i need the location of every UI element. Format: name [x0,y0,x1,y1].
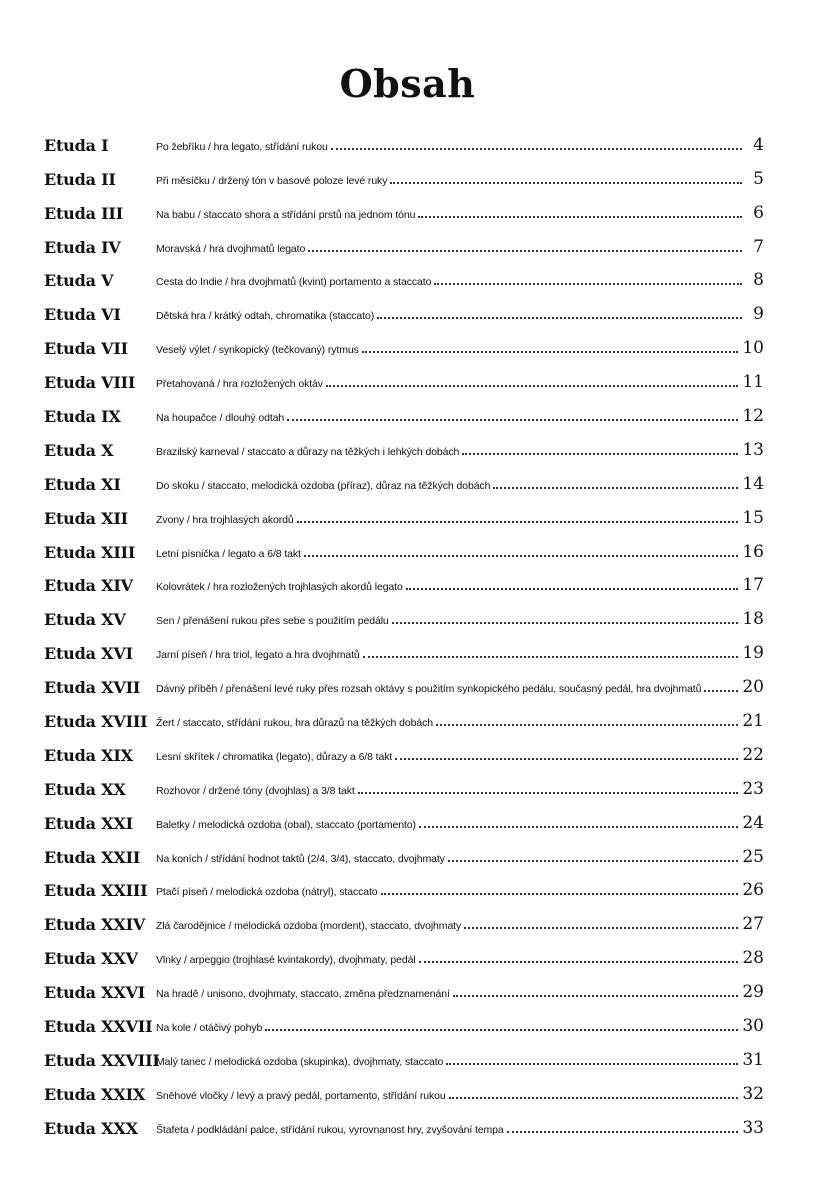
etude-label: Etuda II [44,169,116,189]
page-number: 33 [742,1117,764,1138]
etude-label: Etuda VII [44,339,128,359]
dot-leader [704,690,738,692]
etude-description: Lesní skřítek / chromatika (legato), důrazy a 6/8 takt [156,750,393,763]
page-number: 8 [753,270,764,291]
etude-description: Jarní píseň / hra triol, legato a hra dvojhmatů [156,649,360,662]
page-number: 32 [742,1083,764,1104]
etude-description: Ptačí píseň / melodická ozdoba (nátryl), staccato [156,886,378,899]
page-number: 10 [742,338,764,359]
dot-leader [453,995,739,997]
etude-label: Etuda XI [44,474,121,494]
etude-label: Etuda IV [44,237,121,257]
page-number: 17 [742,575,764,596]
etude-label: Etuda XIV [44,576,133,596]
toc-row[interactable] [44,466,764,500]
page-number: 15 [742,507,764,528]
etude-description: Brazilský karneval / staccato a důrazy na těžkých i lehkých dobách [156,445,460,458]
etude-description: Na houpačce / dlouhý odtah [156,412,285,425]
page-number: 24 [742,812,764,833]
page-number: 23 [742,778,764,799]
page-number: 22 [742,744,764,765]
etude-description: Do skoku / staccato, melodická ozdoba (příraz), důraz na těžkých dobách [156,479,491,492]
etude-description: Na koních / střídání hodnot taktů (2/4, 3/4), staccato, dvojhmaty [156,852,445,865]
toc-row[interactable] [44,127,764,161]
etude-description: Rozhovor / držené tóny (dvojhlas) a 3/8 takt [156,784,355,797]
etude-label: Etuda XXV [44,949,138,969]
etude-description: Přetahovaná / hra rozložených oktáv [156,378,323,391]
toc-row[interactable] [44,1042,764,1076]
etude-label: Etuda XV [44,610,126,630]
etude-description: Žert / staccato, střídání rukou, hra důrazů na těžkých dobách [156,717,433,730]
toc-row[interactable] [44,195,764,229]
dot-leader [326,385,738,387]
toc-row[interactable] [44,534,764,568]
toc-row[interactable] [44,669,764,703]
etude-label: Etuda XVIII [44,712,148,732]
dot-leader [287,419,738,421]
page-number: 21 [742,711,764,732]
etude-description: Zvony / hra trojhlasých akordů [156,513,294,526]
etude-description: Veselý výlet / synkopický (tečkovaný) rytmus [156,344,359,357]
page-number: 28 [742,948,764,969]
etude-label: Etuda XII [44,508,128,528]
etude-label: Etuda XXIII [44,881,148,901]
dot-leader [390,182,742,184]
toc-row[interactable] [44,805,764,839]
etude-label: Etuda XX [44,779,126,799]
etude-label: Etuda IX [44,407,121,427]
dot-leader [493,487,738,489]
toc-row[interactable] [44,229,764,263]
etude-label: Etuda XXVII [44,1017,153,1037]
dot-leader [297,521,739,523]
etude-description: Kolovrátek / hra rozložených trojhlasých akordů legato [156,581,403,594]
etude-description: Na kole / otáčivý pohyb [156,1022,263,1035]
dot-leader [308,250,742,252]
etude-description: Letní písnička / legato a 6/8 takt [156,547,301,560]
dot-leader [362,351,739,353]
etude-label: Etuda III [44,203,123,223]
page-number: 31 [742,1049,764,1070]
dot-leader [464,927,738,929]
dot-leader [395,758,738,760]
etude-label: Etuda VIII [44,373,136,393]
toc-row[interactable] [44,330,764,364]
dot-leader [418,216,742,218]
page-number: 13 [742,439,764,460]
toc-row[interactable] [44,1076,764,1110]
dot-leader [406,588,739,590]
page-number: 25 [742,846,764,867]
toc-row[interactable] [44,906,764,940]
dot-leader [419,961,739,963]
toc-row[interactable] [44,737,764,771]
etude-label: Etuda XVII [44,678,141,698]
etude-label: Etuda XXIV [44,915,146,935]
dot-leader [449,1097,739,1099]
toc-row[interactable] [44,771,764,805]
etude-description: Na babu / staccato shora a střídání prstů na jednom tónu [156,208,416,221]
etude-description: Na hradě / unisono, dvojhmaty, staccato, změna předznamenání [156,988,450,1001]
dot-leader [265,1029,738,1031]
etude-label: Etuda X [44,440,114,460]
dot-leader [507,1131,739,1133]
dot-leader [434,283,742,285]
dot-leader [436,724,738,726]
etude-description: Vlnky / arpeggio (trojhlasé kvintakordy), dvojhmaty, pedál [156,954,416,967]
toc-row[interactable] [44,839,764,873]
etude-description: Cesta do Indie / hra dvojhmatů (kvint) portamento a staccato [156,276,432,289]
etude-label: Etuda XXVI [44,983,146,1003]
etude-description: Štafeta / podkládání palce, střídání rukou, vyrovnanost hry, zvyšování tempa [156,1123,504,1136]
table-of-contents [44,127,764,1144]
page-number: 14 [742,473,764,494]
etude-label: Etuda XXI [44,813,133,833]
etude-label: Etuda XXVIII [44,1050,160,1070]
toc-row[interactable] [44,635,764,669]
page-number: 7 [753,236,764,257]
dot-leader [462,453,738,455]
etude-description: Moravská / hra dvojhmatů legato [156,242,306,255]
toc-row[interactable] [44,500,764,534]
dot-leader [392,622,739,624]
toc-row[interactable] [44,703,764,737]
page-number: 27 [742,914,764,935]
toc-row[interactable] [44,873,764,907]
page-number: 20 [742,677,764,698]
etude-label: Etuda VI [44,305,121,325]
etude-label: Etuda XVI [44,644,133,664]
etude-description: Zlá čarodějnice / melodická ozdoba (mordent), staccato, dvojhmaty [156,920,462,933]
dot-leader [363,656,739,658]
etude-label: Etuda XXII [44,847,141,867]
page-number: 18 [742,609,764,630]
dot-leader [358,792,739,794]
toc-row[interactable] [44,161,764,195]
etude-label: Etuda V [44,271,114,291]
toc-row[interactable] [44,398,764,432]
toc-row[interactable] [44,1008,764,1042]
page-number: 5 [753,168,764,189]
toc-row[interactable] [44,263,764,297]
etude-description: Po žebříku / hra legato, střídání rukou [156,140,328,153]
etude-description: Malý tanec / melodická ozdoba (skupinka), dvojhmaty, staccato [156,1055,444,1068]
etude-label: Etuda XIII [44,542,136,562]
etude-description: Při měsíčku / držený tón v basové poloze levé ruky [156,174,388,187]
dot-leader [419,826,738,828]
dot-leader [381,893,739,895]
etude-description: Sněhové vločky / levý a pravý pedál, portamento, střídání rukou [156,1089,446,1102]
page-number: 26 [742,880,764,901]
toc-row[interactable] [44,1110,764,1144]
etude-description: Baletky / melodická ozdoba (obal), staccato (portamento) [156,818,416,831]
dot-leader [377,317,742,319]
dot-leader [331,148,742,150]
etude-label: Etuda XXX [44,1118,138,1138]
etude-description: Dávný příběh / přenášení levé ruky přes rozsah oktávy s použitím synkopického pedálu, současný pedál, hra dvojhmatů [156,683,702,696]
page-title: Obsah [339,61,476,107]
dot-leader [304,555,738,557]
toc-row[interactable] [44,940,764,974]
toc-row[interactable] [44,974,764,1008]
etude-label: Etuda XXIX [44,1084,146,1104]
etude-description: Dětská hra / krátký odtah, chromatika (staccato) [156,310,375,323]
page-number: 4 [753,134,764,155]
dot-leader [446,1063,738,1065]
dot-leader [448,860,739,862]
page-number: 16 [742,541,764,562]
page-number: 11 [742,372,764,393]
page-number: 6 [753,202,764,223]
etude-label: Etuda I [44,135,109,155]
page-number: 29 [742,982,764,1003]
toc-row[interactable] [44,601,764,635]
toc-row[interactable] [44,296,764,330]
page-number: 19 [742,643,764,664]
etude-label: Etuda XIX [44,745,133,765]
toc-row[interactable] [44,364,764,398]
page-number: 12 [742,406,764,427]
toc-row[interactable] [44,432,764,466]
toc-row[interactable] [44,568,764,602]
etude-description: Sen / přenášení rukou přes sebe s použitím pedálu [156,615,389,628]
page-number: 9 [753,304,764,325]
page-number: 30 [742,1016,764,1037]
